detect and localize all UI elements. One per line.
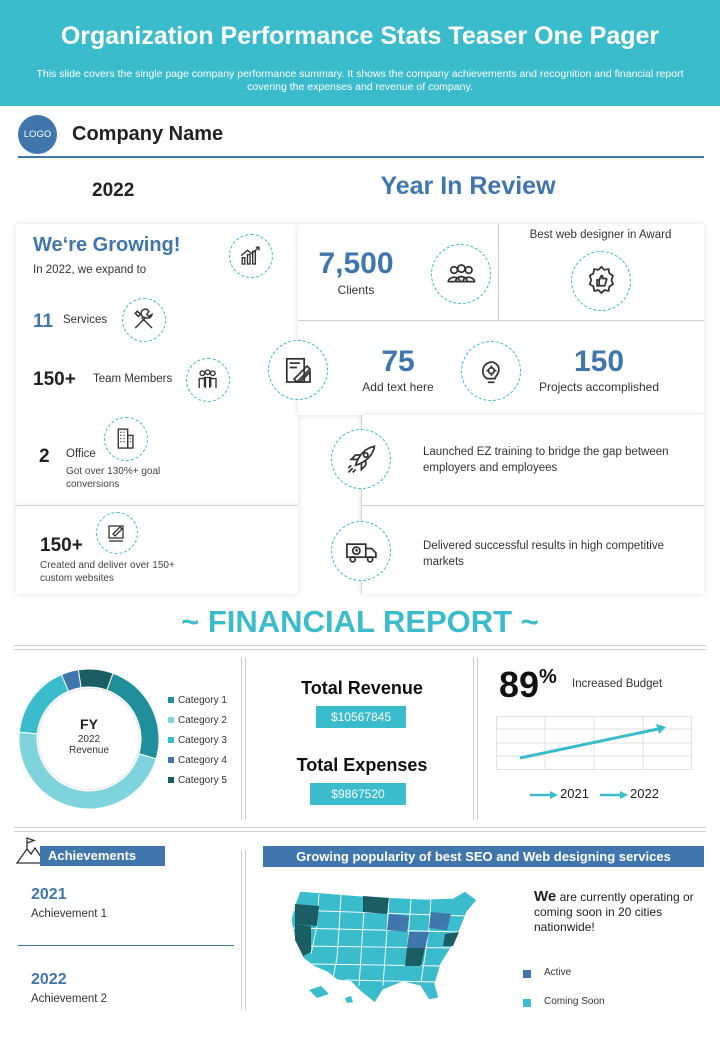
financial-report-title: ~ FINANCIAL REPORT ~ [181,604,539,639]
legend-label: Category 3 [178,734,227,746]
stat-75-count: 75 [381,345,415,378]
services-count: 11 [33,311,54,332]
donut-center-fy: FY [80,716,98,732]
legend-swatch [168,717,174,723]
seo-text: are currently operating or coming soon in 20 cities nationwide! [534,890,694,934]
tools-icon [122,298,166,342]
websites-count: 150+ [40,535,83,556]
achievement-year-2: 2022 [31,971,67,988]
legend-swatch [168,777,174,783]
delivered-text: Delivered successful results in high competitive markets [423,540,664,568]
websites-desc: Created and deliver over 150+ custom websites [40,560,175,584]
year-in-review-title: Year In Review [380,172,556,200]
company-name: Company Name [72,123,224,145]
budget-year-2021: 2021 [560,786,589,801]
financial-rule-bottom [14,827,706,828]
legend-active-swatch [523,970,531,978]
financial-vdivider-1b [245,657,246,820]
donut-center-label [49,716,129,756]
award-thumbs-up-icon [571,251,631,311]
donut-slice-5 [78,669,113,690]
milestones-hdivider [361,505,704,506]
donut-center-revenue: Revenue [68,745,110,756]
legend-coming-swatch [523,999,531,1007]
team-icon [186,358,230,402]
budget-percent-value: 89 [499,664,540,705]
clients-count: 7,500 [318,247,394,280]
seo-header: Growing popularity of best SEO and Web designing services [263,846,704,867]
services-label: Services [63,314,108,326]
achievement-label-1: Achievement 1 [31,908,108,920]
clients-label: Clients [337,283,375,297]
growing-title: We‘re Growing! [33,234,181,256]
office-label: Office [66,448,96,460]
page-title: Organization Performance Stats Teaser One Pager [60,22,660,50]
achievement-year-1: 2021 [31,886,67,903]
arrow-right-icon [600,790,628,800]
legend-coming-label: Coming Soon [544,996,605,1007]
legend-item [168,690,243,710]
company-logo: LOGO [18,115,57,154]
financial-vdivider-2b [477,657,478,820]
seo-we: We [534,888,557,905]
arrow-right-icon [530,790,558,800]
budget-label: Increased Budget [572,678,663,690]
review-vdivider [498,224,499,320]
budget-year-2022: 2022 [630,786,659,801]
building-icon [104,417,148,461]
total-revenue-value: $10567845 [316,706,406,728]
total-revenue-label: Total Revenue [301,678,423,698]
legend-item [168,770,243,790]
financial-rule-bottom-2 [14,831,706,832]
design-icon [96,512,138,554]
legend-label: Category 2 [178,714,227,726]
legend-item [168,750,243,770]
rocket-icon [331,429,391,489]
legend-swatch [168,697,174,703]
year-label: 2022 [92,180,135,201]
legend-item [168,730,243,750]
office-desc: Got over 130%+ goal conversions [66,466,161,490]
legend-swatch [168,737,174,743]
growing-divider [16,505,298,506]
achievements-header: Achievements [40,846,165,866]
blueprint-icon [268,340,328,400]
review-hdivider [298,320,704,321]
legend-label: Category 5 [178,774,227,786]
clients-group-icon [431,244,491,304]
bottom-vdivider [241,850,242,1010]
budget-trend-grid [496,716,692,770]
legend-label: Category 1 [178,694,227,706]
usa-map [285,886,480,1006]
idea-gear-icon [461,341,521,401]
team-label: Team Members [93,373,173,385]
budget-percent [499,664,557,706]
training-text: Launched EZ training to bridge the gap between employers and employees [423,446,669,474]
legend-swatch [168,757,174,763]
bottom-vdivider-b [245,850,246,1010]
award-label: Best web designer in Award [529,229,672,241]
growing-subtitle: In 2022, we expand to [33,264,147,276]
company-divider [18,156,704,158]
total-expenses-value: $9867520 [310,783,406,805]
donut-legend [168,690,243,790]
growth-chart-icon [229,234,273,278]
donut-center-year: 2022 [77,734,101,745]
team-count: 150+ [33,369,76,390]
delivery-truck-icon [331,521,391,581]
financial-rule-top-2 [14,649,706,650]
achievement-divider [18,945,234,946]
achievement-label-2: Achievement 2 [31,993,108,1005]
total-expenses-label: Total Expenses [296,755,428,775]
seo-description [534,889,694,935]
office-count: 2 [39,446,50,467]
page-subtitle: This slide covers the single page company performance summary. It shows the company achievements and recognition and financial report covering the expenses and revenue of company. [36,68,684,93]
legend-item [168,710,243,730]
legend-active-label: Active [544,967,572,978]
projects-count: 150 [573,345,625,378]
financial-rule-top [14,645,706,646]
projects-label: Projects accomplished [538,380,660,394]
stat-75-label: Add text here [362,380,434,394]
legend-label: Category 4 [178,754,227,766]
budget-percent-sign: % [539,666,557,688]
